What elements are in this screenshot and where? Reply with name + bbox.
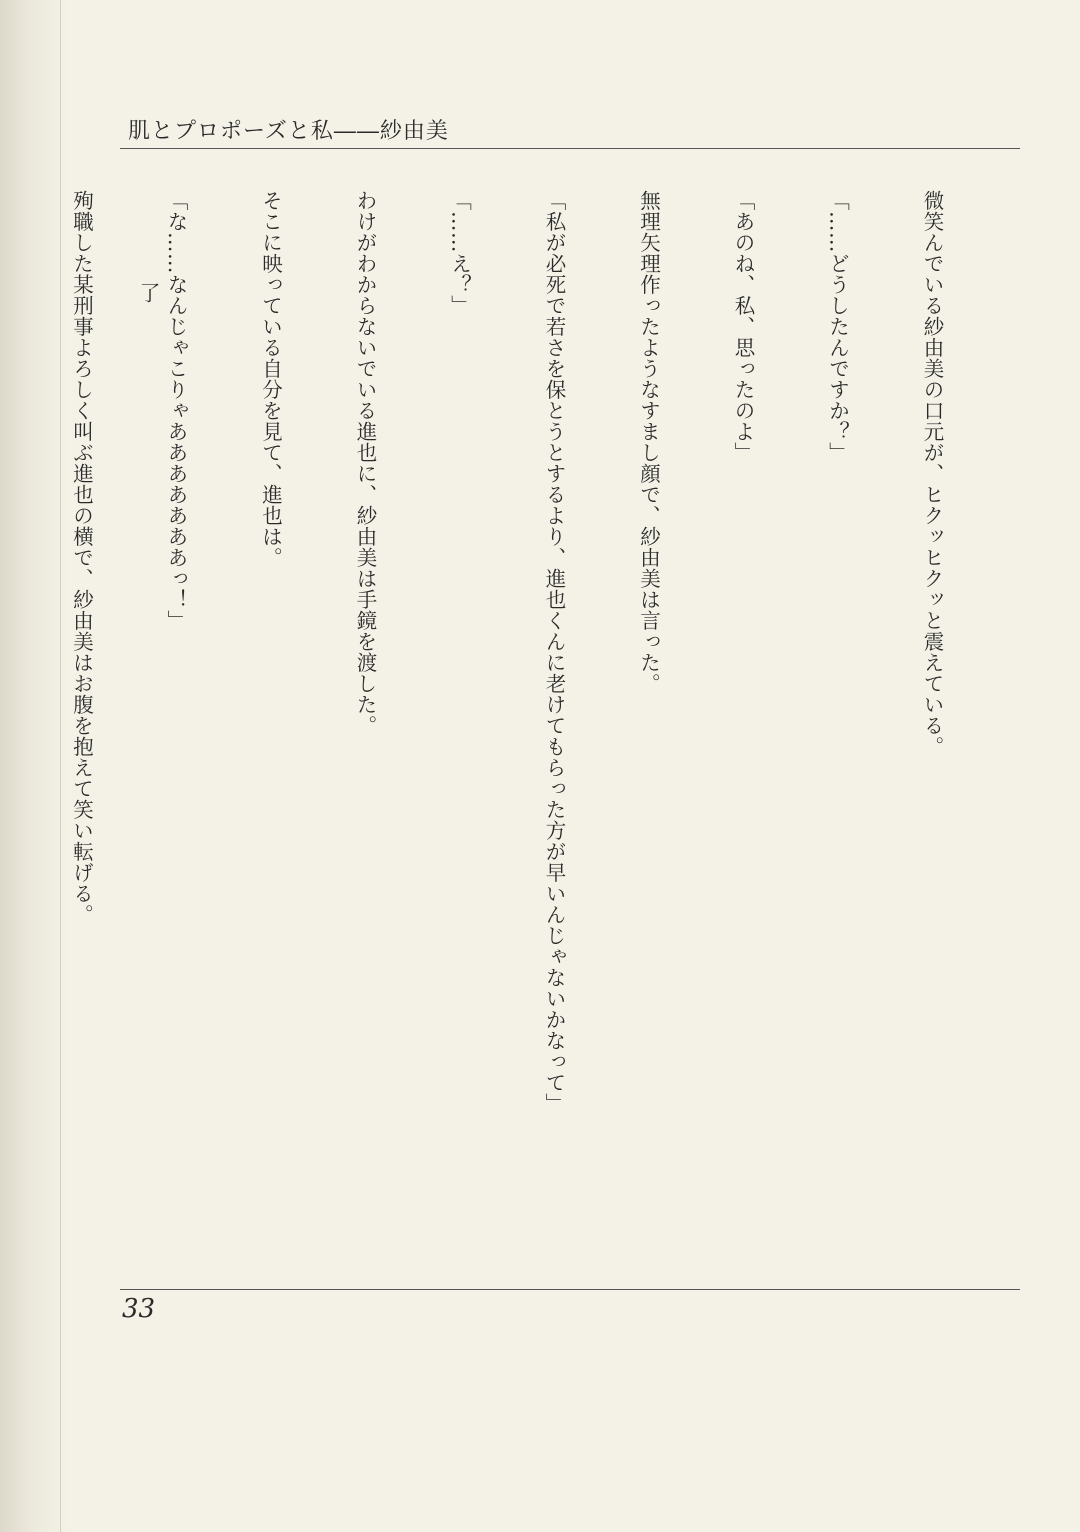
text-line: 「……どうしたんですか？」 (825, 190, 850, 463)
text-line: 殉職した某刑事よろしく叫ぶ進也の横で、紗由美はお腹を抱えて笑い転げる。 (69, 190, 94, 925)
text-line: 微笑んでいる紗由美の口元が、ヒクッヒクッと震えている。 (920, 190, 944, 757)
text-line: そこに映っている自分を見て、進也は。 (258, 190, 283, 568)
page-number: 33 (122, 1294, 156, 1324)
vertical-body-text (0, 190, 1010, 1270)
text-line: 「私が必死で若さを保とうとするより、進也くんに老けてもらった方が早いんじゃないかなって」 (542, 190, 566, 1114)
end-mark: 了 (137, 282, 161, 303)
text-line (0, 190, 2, 1270)
text-line: わけがわからないでいる進也に、紗由美は手鏡を渡した。 (353, 190, 377, 736)
text-line: 「な……なんじゃこりゃあああああああっ！」 (164, 190, 188, 631)
footer-divider (120, 1289, 1020, 1290)
text-line: 「……え？」 (447, 190, 472, 316)
text-line: 「あのね、私、思ったのよ」 (731, 190, 755, 463)
text-line: 無理矢理作ったようなすまし顔で、紗由美は言った。 (636, 190, 661, 694)
header-divider (120, 148, 1020, 149)
chapter-title: 肌とプロポーズと私――紗由美 (128, 119, 449, 144)
